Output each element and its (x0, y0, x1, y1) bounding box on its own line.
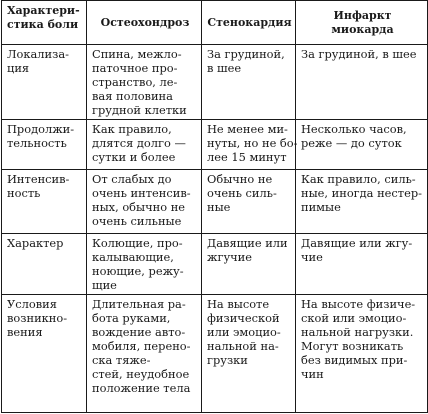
cell-line: жгучие (207, 250, 253, 264)
cell-line: паточное про- (92, 61, 178, 75)
cell-line: нальной нагрузки. (301, 325, 414, 339)
table-row-intensity (2, 170, 428, 234)
cell-line: в шее (207, 61, 242, 75)
cell-osteochondrosis (87, 234, 202, 295)
cell-line: грудной клетки (92, 103, 187, 117)
cell-angina (202, 234, 296, 295)
cell-line: За грудиной, в шее (301, 47, 417, 61)
header-pain-characteristic (2, 1, 87, 45)
cell-line: вая половина (92, 89, 173, 103)
cell-line: Как правило, силь- (301, 172, 416, 186)
cell-osteochondrosis (87, 170, 202, 234)
cell-line: Спина, межло- (92, 47, 182, 61)
cell-line: мобиля, перено- (92, 339, 191, 353)
cell-line: очень силь- (207, 186, 277, 200)
cell-line: ность (7, 186, 41, 200)
cell-line: нальной на- (207, 339, 279, 353)
cell-line: Давящие или жгу- (301, 236, 413, 250)
row-label (2, 234, 87, 295)
cell-line: грузки (207, 353, 248, 367)
cell-angina (202, 45, 296, 120)
cell-line: ской или эмоцио- (301, 311, 407, 325)
cell-line: От слабых до (92, 172, 172, 186)
cell-line: калывающие, (92, 250, 174, 264)
cell-line: положение тела (92, 381, 191, 395)
pain-comparison-table (1, 0, 428, 413)
cell-line: За грудиной, (207, 47, 285, 61)
cell-infarction (296, 295, 428, 413)
cell-line: Интенсив- (7, 172, 70, 186)
table-row-character (2, 234, 428, 295)
cell-line: На высоте физиче- (301, 297, 416, 311)
cell-line: ные, иногда нестер- (301, 186, 422, 200)
cell-line: без видимых при- (301, 353, 408, 367)
cell-line: чие (301, 250, 323, 264)
cell-line: тельность (7, 136, 67, 150)
cell-line: Несколько часов, (301, 122, 407, 136)
cell-line: физической (207, 311, 280, 325)
cell-line: Локализа- (7, 47, 69, 61)
cell-infarction (296, 234, 428, 295)
cell-osteochondrosis (87, 120, 202, 170)
header-infarction: Инфаркт миокарда (296, 1, 428, 45)
cell-line: бота руками, (92, 311, 171, 325)
cell-line: очень сильные (92, 214, 182, 228)
table-row-duration (2, 120, 428, 170)
cell-line: щие (92, 278, 117, 292)
table-row-onset-conditions (2, 295, 428, 413)
row-label (2, 45, 87, 120)
cell-line: реже — до суток (301, 136, 402, 150)
cell-line: лее 15 минут (207, 150, 287, 164)
cell-line: ноющие, режу- (92, 264, 184, 278)
header-line: Характери- (7, 4, 80, 17)
cell-line: ных, обычно не (92, 200, 186, 214)
cell-angina (202, 295, 296, 413)
cell-osteochondrosis (87, 295, 202, 413)
cell-line: Не менее ми- (207, 122, 288, 136)
cell-angina (202, 170, 296, 234)
cell-osteochondrosis (87, 45, 202, 120)
cell-infarction (296, 120, 428, 170)
cell-line: сутки и более (92, 150, 176, 164)
cell-angina (202, 120, 296, 170)
cell-line: Могут возникать (301, 339, 404, 353)
cell-line: стей, неудобное (92, 367, 190, 381)
header-osteochondrosis: Остеохондроз (87, 1, 202, 45)
cell-infarction (296, 170, 428, 234)
cell-line: ска тяже- (92, 353, 151, 367)
cell-line: вения (7, 325, 43, 339)
cell-infarction (296, 45, 428, 120)
cell-line: или эмоцио- (207, 325, 281, 339)
row-label (2, 120, 87, 170)
table-header-row (2, 1, 428, 45)
header-angina: Стенокардия (202, 1, 296, 45)
cell-line: длятся долго — (92, 136, 186, 150)
row-label (2, 295, 87, 413)
header-line: стика боли (7, 18, 79, 31)
cell-line: Условия (7, 297, 57, 311)
cell-line: Обычно не (207, 172, 273, 186)
cell-line: очень интенсив- (92, 186, 191, 200)
cell-line: нуты, но не бо- (207, 136, 298, 150)
cell-line: вождение авто- (92, 325, 186, 339)
cell-line: Продолжи- (7, 122, 75, 136)
cell-line: странство, ле- (92, 75, 178, 89)
cell-line: На высоте (207, 297, 270, 311)
cell-line: ция (7, 61, 30, 75)
cell-line: пимые (301, 200, 341, 214)
cell-line: Характер (7, 236, 64, 250)
cell-line: чин (301, 367, 324, 381)
cell-line: Длительная ра- (92, 297, 186, 311)
row-label (2, 170, 87, 234)
cell-line: ные (207, 200, 231, 214)
cell-line: возникно- (7, 311, 68, 325)
cell-line: Колющие, про- (92, 236, 183, 250)
table-row-localization (2, 45, 428, 120)
cell-line: Давящие или (207, 236, 288, 250)
cell-line: Как правило, (92, 122, 172, 136)
